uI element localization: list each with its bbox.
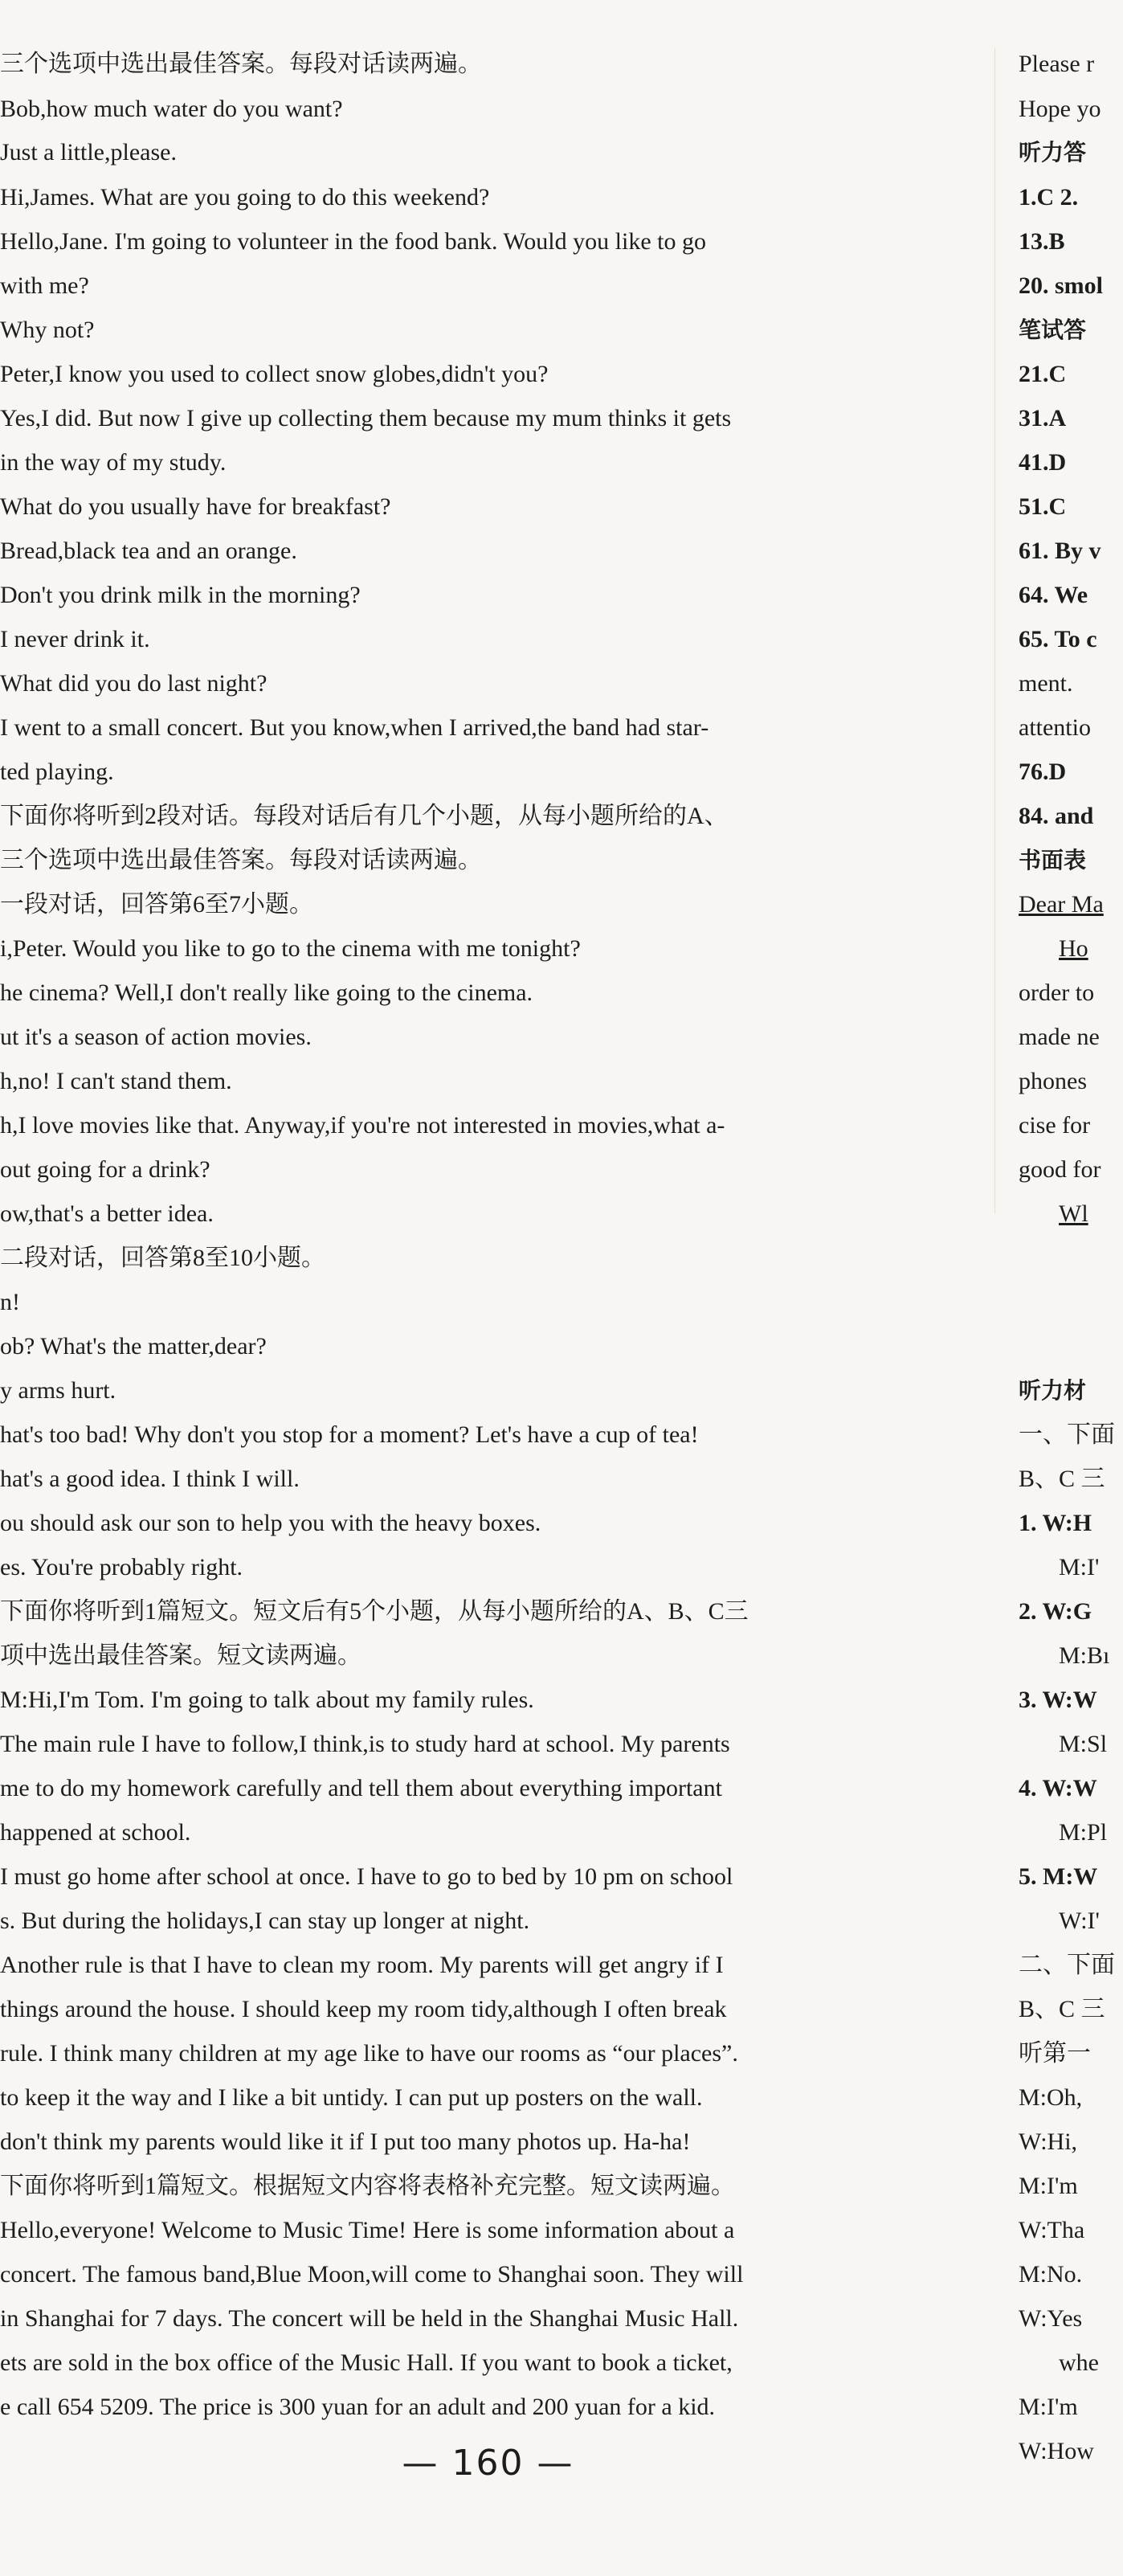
text-line: ou should ask our son to help you with the heavy boxes.	[0, 1510, 541, 1536]
text-line: me to do my homework carefully and tell them about everything important	[0, 1775, 722, 1801]
right-text-column	[1019, 0, 1123, 2576]
text-line: hat's a good idea. I think I will.	[0, 1466, 300, 1492]
section-heading: 听力答	[1019, 139, 1087, 166]
text-line: I must go home after school at once. I have to go to bed by 10 pm on school	[0, 1863, 733, 1890]
text-line: Wl	[1059, 1200, 1088, 1227]
text-line: Hello,Jane. I'm going to volunteer in the food bank. Would you like to go	[0, 228, 706, 255]
text-line: 三个选项中选出最佳答案。每段对话读两遍。	[0, 847, 482, 873]
text-line: 下面你将听到1篇短文。短文后有5个小题，从每小题所给的A、B、C三	[0, 1598, 749, 1625]
text-line: to keep it the way and I like a bit untidy. I can put up posters on the wall.	[0, 2084, 703, 2111]
section-heading: 笔试答	[1019, 317, 1087, 343]
text-line: The main rule I have to follow,I think,is to study hard at school. My parents	[0, 1731, 730, 1757]
text-line: 听第一	[1019, 2040, 1091, 2067]
text-line: Peter,I know you used to collect snow globes,didn't you?	[0, 361, 549, 387]
text-line: ets are sold in the box office of the Music Hall. If you want to book a ticket,	[0, 2349, 733, 2376]
text-line: 20. smol	[1019, 272, 1103, 299]
text-line: Another rule is that I have to clean my room. My parents will get angry if I	[0, 1952, 724, 1978]
text-line: don't think my parents would like it if I put too many photos up. Ha-ha!	[0, 2128, 691, 2155]
text-line: 2. W:G	[1019, 1598, 1092, 1625]
text-line: happened at school.	[0, 1819, 191, 1846]
text-line: What did you do last night?	[0, 670, 267, 697]
text-line: 41.D	[1019, 449, 1067, 476]
text-line: Dear Ma	[1019, 891, 1104, 918]
text-line: 下面你将听到2段对话。每段对话后有几个小题，从每小题所给的A、	[0, 803, 729, 829]
text-line: concert. The famous band,Blue Moon,will come to Shanghai soon. They will	[0, 2261, 744, 2288]
text-line: M:I'm	[1019, 2173, 1078, 2199]
text-line: Hello,everyone! Welcome to Music Time! Here is some information about a	[0, 2217, 735, 2243]
text-line: ted playing.	[0, 758, 114, 785]
column-divider	[994, 48, 995, 1213]
text-line: with me?	[0, 272, 89, 299]
text-line: i,Peter. Would you like to go to the cinema with me tonight?	[0, 935, 581, 962]
text-line: 3. W:W	[1019, 1687, 1097, 1713]
text-line: 64. We	[1019, 582, 1088, 608]
section-heading: 书面表	[1019, 847, 1087, 873]
text-line: things around the house. I should keep my room tidy,although I often break	[0, 1996, 727, 2022]
text-line: B、C 三	[1019, 1996, 1105, 2022]
text-line: 31.A	[1019, 405, 1067, 431]
text-line: attentio	[1019, 714, 1091, 741]
text-line: Yes,I did. But now I give up collecting them because my mum thinks it gets	[0, 405, 732, 431]
text-line: 二、下面	[1019, 1952, 1115, 1978]
text-line: good for	[1019, 1156, 1101, 1183]
text-line: What do you usually have for breakfast?	[0, 493, 391, 520]
text-line: B、C 三	[1019, 1466, 1105, 1492]
text-line: 13.B	[1019, 228, 1065, 255]
text-line: M:Sl	[1059, 1731, 1108, 1757]
text-line: W:Tha	[1019, 2217, 1085, 2243]
text-line: ment.	[1019, 670, 1073, 697]
text-line: order to	[1019, 979, 1095, 1006]
text-line: 21.C	[1019, 361, 1067, 387]
text-line: 1. W:H	[1019, 1510, 1092, 1536]
text-line: e call 654 5209. The price is 300 yuan for an adult and 200 yuan for a kid.	[0, 2394, 716, 2420]
section-heading: 听力材	[1019, 1377, 1087, 1404]
text-line: 三个选项中选出最佳答案。每段对话读两遍。	[0, 51, 482, 77]
text-line: rule. I think many children at my age like to have our rooms as “our places”.	[0, 2040, 738, 2067]
text-line: Just a little,please.	[0, 139, 177, 166]
text-line: ut it's a season of action movies.	[0, 1024, 312, 1050]
text-line: he cinema? Well,I don't really like going to the cinema.	[0, 979, 533, 1006]
text-line: es. You're probably right.	[0, 1554, 243, 1580]
text-line: W:Hi,	[1019, 2128, 1078, 2155]
text-line: in the way of my study.	[0, 449, 227, 476]
text-line: M:I'	[1059, 1554, 1100, 1580]
text-line: 5. M:W	[1019, 1863, 1098, 1890]
text-line: in Shanghai for 7 days. The concert will be held in the Shanghai Music Hall.	[0, 2305, 739, 2332]
text-line: phones	[1019, 1068, 1087, 1094]
text-line: M:Hi,I'm Tom. I'm going to talk about my family rules.	[0, 1687, 534, 1713]
text-line: made ne	[1019, 1024, 1100, 1050]
text-line: 4. W:W	[1019, 1775, 1097, 1801]
text-line: W:How	[1019, 2438, 1094, 2464]
text-line: 下面你将听到1篇短文。根据短文内容将表格补充完整。短文读两遍。	[0, 2173, 735, 2199]
text-line: I never drink it.	[0, 626, 150, 652]
text-line: I went to a small concert. But you know,when I arrived,the band had star-	[0, 714, 709, 741]
text-line: 二段对话，回答第8至10小题。	[0, 1245, 325, 1271]
text-line: Ho	[1059, 935, 1088, 962]
text-line: 一、下面	[1019, 1421, 1115, 1448]
text-line: y arms hurt.	[0, 1377, 116, 1404]
text-line: cise for	[1019, 1112, 1091, 1139]
text-line: s. But during the holidays,I can stay up longer at night.	[0, 1907, 530, 1934]
text-line: 65. To c	[1019, 626, 1097, 652]
text-line: M:Bı	[1059, 1642, 1110, 1669]
text-line: W:I'	[1059, 1907, 1100, 1934]
text-line: M:No.	[1019, 2261, 1083, 2288]
text-line: ow,that's a better idea.	[0, 1200, 214, 1227]
text-line: M:I'm	[1019, 2394, 1078, 2420]
text-line: Hope yo	[1019, 96, 1101, 122]
text-line: n!	[0, 1289, 20, 1315]
text-line: h,no! I can't stand them.	[0, 1068, 232, 1094]
text-line: W:Yes	[1019, 2305, 1083, 2332]
text-line: Don't you drink milk in the morning?	[0, 582, 361, 608]
text-line: 76.D	[1019, 758, 1067, 785]
text-line: ob? What's the matter,dear?	[0, 1333, 267, 1360]
text-line: Please r	[1019, 51, 1095, 77]
text-line: h,I love movies like that. Anyway,if you're not interested in movies,what a-	[0, 1112, 725, 1139]
text-line: Why not?	[0, 317, 95, 343]
text-line: 61. By v	[1019, 538, 1101, 564]
text-line: Bread,black tea and an orange.	[0, 538, 297, 564]
text-line: M:Oh,	[1019, 2084, 1083, 2111]
text-line: whe	[1059, 2349, 1099, 2376]
text-line: 项中选出最佳答案。短文读两遍。	[0, 1642, 361, 1669]
text-line: 84. and	[1019, 803, 1094, 829]
text-line: Bob,how much water do you want?	[0, 96, 343, 122]
page-number: — 160 —	[402, 2443, 574, 2484]
text-line: 1.C 2.	[1019, 184, 1079, 211]
text-line: out going for a drink?	[0, 1156, 210, 1183]
text-line: 51.C	[1019, 493, 1067, 520]
text-line: M:Pl	[1059, 1819, 1108, 1846]
text-line: 一段对话，回答第6至7小题。	[0, 891, 313, 918]
text-line: Hi,James. What are you going to do this weekend?	[0, 184, 490, 211]
text-line: hat's too bad! Why don't you stop for a moment? Let's have a cup of tea!	[0, 1421, 699, 1448]
